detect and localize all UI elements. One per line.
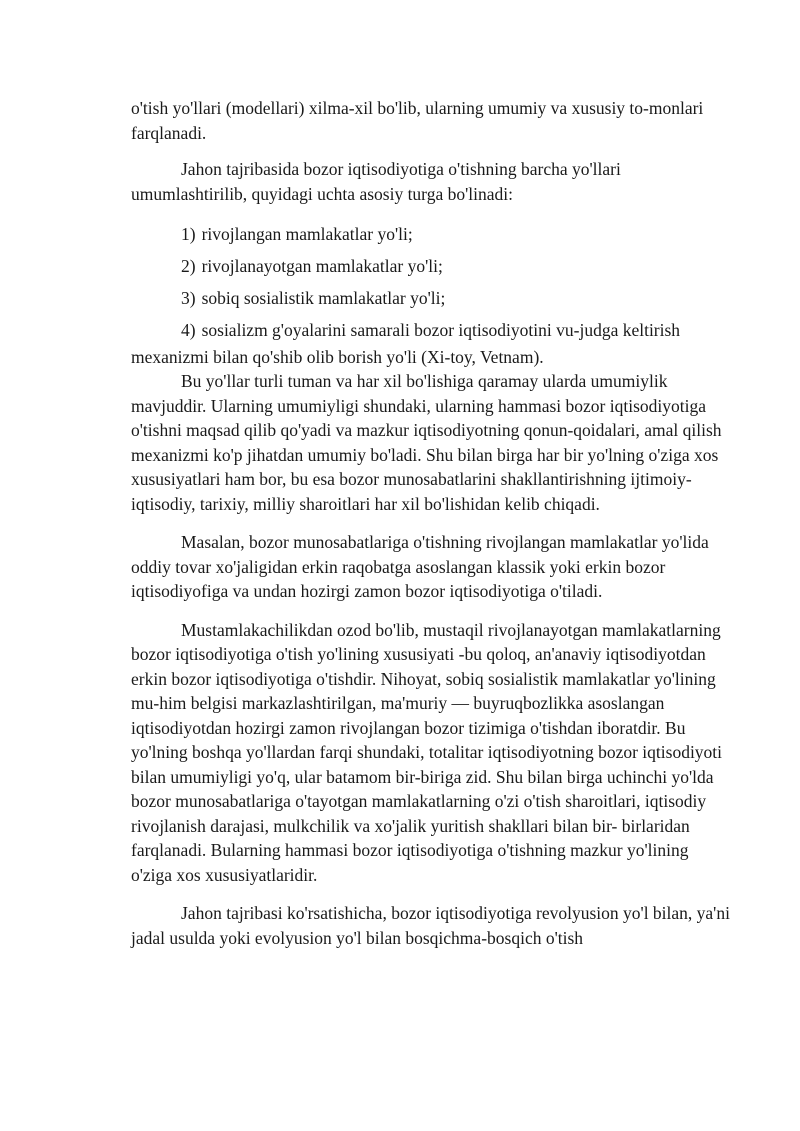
paragraph-world-experience: Jahon tajribasida bozor iqtisodiyotiga o'tishning barcha yo'llari umumlashtirilib, quyidagi uchta asosiy turga bo'linadi: (131, 159, 621, 204)
list-item: 4) sosializm g'oyalarini samarali bozor iqtisodiyotini vu-judga keltirish (181, 320, 681, 340)
list-item-continuation: mexanizmi bilan qo'shib olib borish yo'li (Xi-toy, Vetnam). (131, 346, 544, 367)
paragraph-revolutionary-path: Jahon tajribasi ko'rsatishicha, bozor iqtisodiyotiga revolyusion yo'l bilan, ya'ni jadal usulda yoki evolyusion yo'l bilan bosqichma-bosqich o'tish (131, 903, 730, 948)
list-item: 3) sobiq sosialistik mamlakatlar yo'li; (181, 288, 446, 308)
paragraph-developing-path: Mustamlakachilikdan ozod bo'lib, mustaqil rivojlanayotgan mamlakatlarning bozor iqtisodiyotiga o'tish yo'lining xususiyati -bu qoloq, an'anaviy iqtisodiyotdan erkin bozor iqtisodiyotiga o'tishdir. Nihoyat, sobiq sosialistik mamlakatlar yo'lining mu-him belgisi markazlashtirilgan, ma'muriy — buyruqbozlikka asoslangan iqtisodiyotdan hozirgi zamon rivojlangan bozor tizimiga o'tishdan iboratdir. Bu yo'lning boshqa yo'llardan farqi shundaki, totalitar iqtisodiyotning bozor iqtisodiyoti bilan umumiyligi yo'q, ular batamom bir-biriga zid. Shu bilan birga uchinchi yo'lda bozor munosabatlariga o'tayotgan mamlakatlarning o'zi o'tish sharoitlari, iqtisodiy rivojlanish darajasi, mulkchilik va xo'jalik yuritish shakllari bilan bir- birlaridan farqlanadi. Bularning hammasi bozor iqtisodiyotiga o'tishning mazkur yo'lining o'ziga xos xususiyatlaridir. (131, 619, 723, 885)
document-page (131, 96, 731, 950)
paths-list (131, 222, 731, 343)
paragraph-commonality: Bu yo'llar turli tuman va har xil bo'lishiga qaramay ularda umumiylik mavjuddir. Ularning umumiyligi shundaki, ularning hammasi bozor iqtisodiyotiga o'tishni maqsad qilib qo'yadi va mazkur iqtisodiyotning qonun-qoidalari, amal qilish mexanizmi ko'p jihatdan umumiy bo'ladi. Shu bilan birga har bir yo'lning o'ziga xos xususiyatlari ham bor, bu esa bozor munosabatlarini shakllantirishning ijtimoiy-iqtisodiy, tarixiy, milliy sharoitlari har xil bo'lishidan kelib chiqadi. (131, 371, 722, 514)
list-item: 2) rivojlanayotgan mamlakatlar yo'li; (181, 256, 443, 276)
paragraph-models-intro: o'tish yo'llari (modellari) xilma-xil bo'lib, ularning umumiy va xususiy to-monlari farqlanadi. (131, 98, 704, 143)
paragraph-developed-path: Masalan, bozor munosabatlariga o'tishning rivojlangan mamlakatlar yo'lida oddiy tovar xo'jaligidan erkin raqobatga asoslangan klassik yoki erkin bozor iqtisodiyofiga va undan hozirgi zamon bozor iqtisodiyotiga o'tiladi. (131, 532, 709, 601)
list-item: 1) rivojlangan mamlakatlar yo'li; (181, 224, 413, 244)
